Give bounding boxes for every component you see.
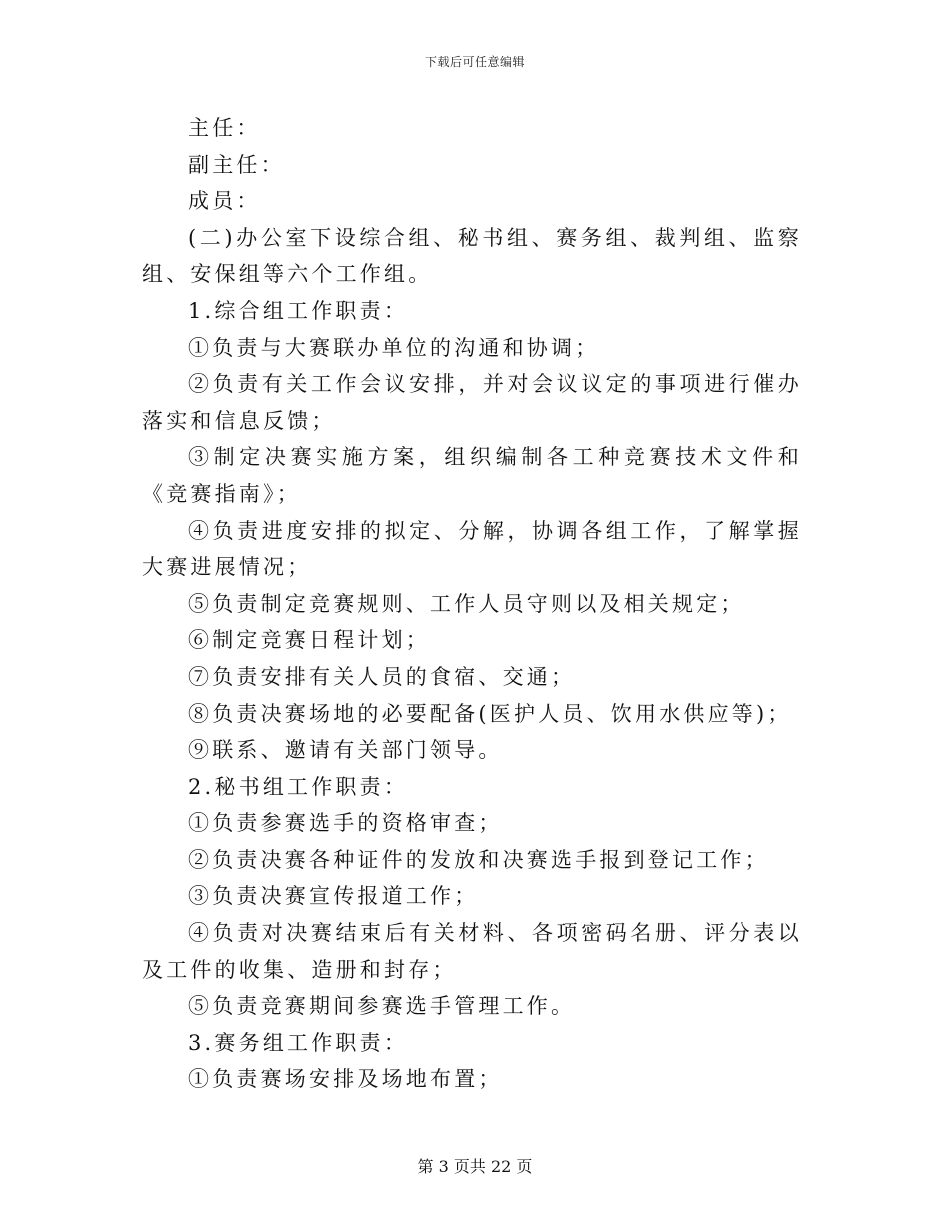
list-item: ①负责参赛选手的资格审查； [188, 811, 503, 836]
page-footer: 第 3 页共 22 页 [417, 1157, 533, 1176]
paragraph: (二)办公室下设综合组、秘书组、赛务组、裁判组、监察组、安保组等六个工作组。 [142, 225, 802, 287]
list-item: ③制定决赛实施方案，组织编制各工种竞赛技术文件和《竞赛指南》； [142, 445, 802, 506]
section-heading: 3.赛务组工作职责： [188, 1030, 409, 1055]
list-item: ⑤负责制定竞赛规则、工作人员守则以及相关规定； [188, 591, 745, 616]
list-item: ①负责与大赛联办单位的沟通和协调； [188, 335, 600, 360]
list-item: ②负责有关工作会议安排，并对会议议定的事项进行催办落实和信息反馈； [142, 372, 802, 433]
list-item: ①负责赛场安排及场地布置； [188, 1067, 503, 1092]
section-heading: 1.综合组工作职责： [188, 298, 409, 323]
list-item: ⑨联系、邀请有关部门领导。 [188, 738, 503, 763]
list-item: ⑦负责安排有关人员的食宿、交通； [188, 664, 576, 689]
list-item: ⑤负责竞赛期间参赛选手管理工作。 [188, 994, 576, 1019]
list-item: ⑥制定竞赛日程计划； [188, 628, 430, 653]
list-item: ③负责决赛宣传报道工作； [188, 884, 479, 909]
document-body [142, 110, 802, 1098]
page-header: 下载后可任意编辑 [424, 55, 525, 69]
section-heading: 2.秘书组工作职责： [188, 774, 409, 799]
paragraph: 副主任： [188, 152, 285, 177]
list-item: ④负责进度安排的拟定、分解，协调各组工作，了解掌握大赛进展情况； [142, 518, 802, 580]
list-item: ④负责对决赛结束后有关材料、各项密码名册、评分表以及工件的收集、造册和封存； [142, 921, 802, 982]
paragraph: 成员： [188, 189, 261, 214]
list-item: ⑧负责决赛场地的必要配备(医护人员、饮用水供应等)； [188, 701, 792, 726]
list-item: ②负责决赛各种证件的发放和决赛选手报到登记工作； [188, 847, 769, 872]
paragraph: 主任： [188, 116, 261, 140]
